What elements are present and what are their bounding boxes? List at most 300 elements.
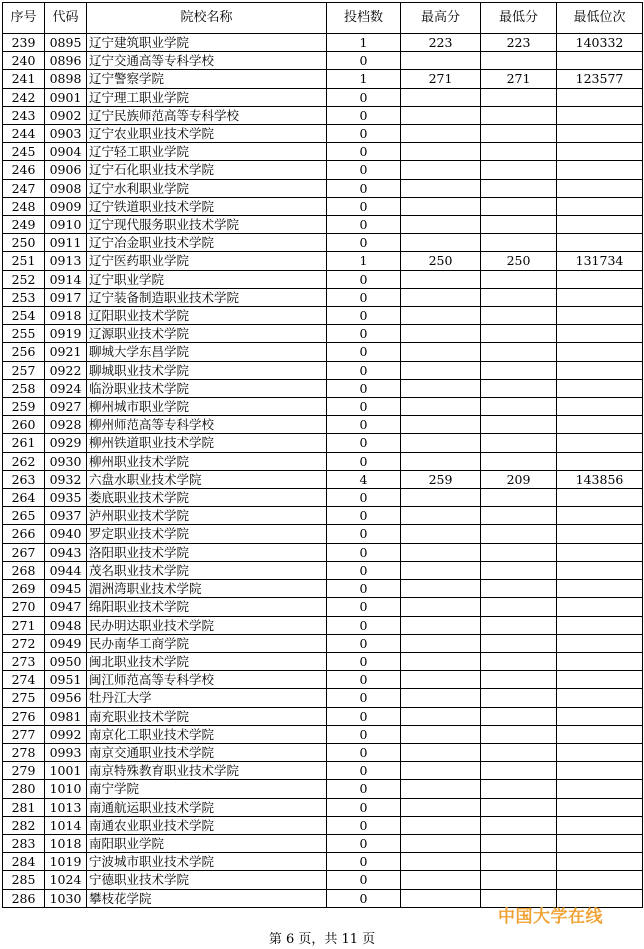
- cell-min-score: [481, 143, 557, 161]
- cell-max-score: [401, 671, 481, 689]
- cell-school-name: 辽宁职业学院: [87, 270, 327, 288]
- cell-admit-count: 0: [327, 798, 401, 816]
- header-admit-count: 投档数: [327, 3, 401, 34]
- cell-school-name: 洛阳职业技术学院: [87, 543, 327, 561]
- cell-max-score: [401, 197, 481, 215]
- table-row: [3, 489, 643, 507]
- cell-min-score: [481, 634, 557, 652]
- cell-min-rank: [557, 816, 643, 834]
- cell-index: 278: [3, 743, 45, 761]
- cell-admit-count: 0: [327, 361, 401, 379]
- cell-max-score: [401, 161, 481, 179]
- cell-school-name: 柳州师范高等专科学校: [87, 416, 327, 434]
- cell-max-score: [401, 689, 481, 707]
- cell-min-score: [481, 598, 557, 616]
- cell-school-name: 聊城职业技术学院: [87, 361, 327, 379]
- cell-school-name: 南京化工职业技术学院: [87, 725, 327, 743]
- table-row: [3, 652, 643, 670]
- cell-index: 261: [3, 434, 45, 452]
- cell-min-score: [481, 197, 557, 215]
- cell-school-name: 湄洲湾职业技术学院: [87, 580, 327, 598]
- cell-school-name: 泸州职业技术学院: [87, 507, 327, 525]
- cell-min-rank: [557, 580, 643, 598]
- cell-index: 250: [3, 234, 45, 252]
- cell-max-score: 271: [401, 70, 481, 88]
- cell-index: 253: [3, 288, 45, 306]
- cell-admit-count: 0: [327, 762, 401, 780]
- cell-min-rank: [557, 270, 643, 288]
- table-row: [3, 270, 643, 288]
- cell-index: 270: [3, 598, 45, 616]
- cell-code: 0917: [45, 288, 87, 306]
- cell-admit-count: 0: [327, 52, 401, 70]
- table-row: [3, 853, 643, 871]
- cell-min-score: [481, 234, 557, 252]
- cell-max-score: [401, 125, 481, 143]
- cell-code: 0904: [45, 143, 87, 161]
- table-row: [3, 234, 643, 252]
- cell-school-name: 辽宁交通高等专科学校: [87, 52, 327, 70]
- cell-max-score: [401, 416, 481, 434]
- cell-min-rank: [557, 616, 643, 634]
- cell-school-name: 辽宁建筑职业学院: [87, 34, 327, 52]
- cell-min-score: [481, 525, 557, 543]
- cell-school-name: 临汾职业技术学院: [87, 379, 327, 397]
- cell-min-score: [481, 762, 557, 780]
- cell-code: 0947: [45, 598, 87, 616]
- cell-min-rank: [557, 398, 643, 416]
- cell-max-score: [401, 270, 481, 288]
- cell-index: 272: [3, 634, 45, 652]
- cell-admit-count: 0: [327, 88, 401, 106]
- cell-code: 0914: [45, 270, 87, 288]
- cell-min-score: [481, 725, 557, 743]
- cell-school-name: 辽宁现代服务职业技术学院: [87, 216, 327, 234]
- cell-max-score: [401, 452, 481, 470]
- cell-school-name: 南阳职业学院: [87, 834, 327, 852]
- cell-code: 0906: [45, 161, 87, 179]
- cell-min-score: [481, 307, 557, 325]
- cell-max-score: [401, 543, 481, 561]
- cell-code: 1024: [45, 871, 87, 889]
- header-max-score: 最高分: [401, 3, 481, 34]
- cell-index: 241: [3, 70, 45, 88]
- cell-code: 0903: [45, 125, 87, 143]
- cell-code: 0945: [45, 580, 87, 598]
- cell-admit-count: 1: [327, 252, 401, 270]
- cell-max-score: [401, 853, 481, 871]
- cell-index: 273: [3, 652, 45, 670]
- cell-code: 0937: [45, 507, 87, 525]
- cell-index: 271: [3, 616, 45, 634]
- cell-school-name: 宁波城市职业技术学院: [87, 853, 327, 871]
- cell-min-rank: [557, 88, 643, 106]
- cell-school-name: 六盘水职业技术学院: [87, 470, 327, 488]
- table-body: [3, 34, 643, 908]
- cell-admit-count: 0: [327, 652, 401, 670]
- table-row: [3, 762, 643, 780]
- cell-min-score: [481, 398, 557, 416]
- table-row: [3, 561, 643, 579]
- cell-max-score: 250: [401, 252, 481, 270]
- table-row: [3, 197, 643, 215]
- table-row: [3, 598, 643, 616]
- cell-index: 254: [3, 307, 45, 325]
- cell-min-rank: [557, 52, 643, 70]
- cell-index: 249: [3, 216, 45, 234]
- cell-school-name: 辽宁理工职业学院: [87, 88, 327, 106]
- cell-index: 267: [3, 543, 45, 561]
- cell-min-rank: [557, 143, 643, 161]
- cell-code: 0929: [45, 434, 87, 452]
- cell-max-score: [401, 798, 481, 816]
- cell-school-name: 柳州铁道职业技术学院: [87, 434, 327, 452]
- cell-school-name: 辽阳职业技术学院: [87, 307, 327, 325]
- cell-max-score: [401, 325, 481, 343]
- cell-min-score: [481, 270, 557, 288]
- table-row: [3, 434, 643, 452]
- cell-admit-count: 0: [327, 125, 401, 143]
- cell-code: 0911: [45, 234, 87, 252]
- cell-min-score: 250: [481, 252, 557, 270]
- cell-index: 260: [3, 416, 45, 434]
- table-row: [3, 307, 643, 325]
- cell-min-rank: [557, 525, 643, 543]
- cell-min-score: 223: [481, 34, 557, 52]
- cell-code: 0896: [45, 52, 87, 70]
- cell-code: 0950: [45, 652, 87, 670]
- table-row: [3, 834, 643, 852]
- cell-max-score: [401, 106, 481, 124]
- cell-min-rank: [557, 434, 643, 452]
- cell-code: 1030: [45, 889, 87, 907]
- cell-index: 274: [3, 671, 45, 689]
- cell-min-score: 271: [481, 70, 557, 88]
- cell-max-score: 259: [401, 470, 481, 488]
- cell-min-rank: [557, 489, 643, 507]
- cell-school-name: 聊城大学东昌学院: [87, 343, 327, 361]
- table-row: [3, 707, 643, 725]
- cell-min-rank: [557, 325, 643, 343]
- cell-min-rank: [557, 762, 643, 780]
- cell-school-name: 辽宁冶金职业技术学院: [87, 234, 327, 252]
- cell-code: 0981: [45, 707, 87, 725]
- table-row: [3, 543, 643, 561]
- cell-code: 0909: [45, 197, 87, 215]
- cell-admit-count: 0: [327, 580, 401, 598]
- cell-school-name: 茂名职业技术学院: [87, 561, 327, 579]
- cell-max-score: [401, 307, 481, 325]
- cell-min-rank: 143856: [557, 470, 643, 488]
- cell-max-score: 223: [401, 34, 481, 52]
- cell-max-score: [401, 580, 481, 598]
- cell-min-score: [481, 179, 557, 197]
- cell-min-score: [481, 325, 557, 343]
- cell-admit-count: 0: [327, 707, 401, 725]
- cell-min-score: [481, 161, 557, 179]
- table-row: [3, 361, 643, 379]
- cell-min-score: [481, 707, 557, 725]
- cell-code: 0921: [45, 343, 87, 361]
- cell-index: 247: [3, 179, 45, 197]
- cell-min-rank: [557, 543, 643, 561]
- cell-index: 257: [3, 361, 45, 379]
- cell-min-rank: [557, 343, 643, 361]
- cell-min-rank: 131734: [557, 252, 643, 270]
- cell-admit-count: 0: [327, 853, 401, 871]
- cell-max-score: [401, 361, 481, 379]
- table-row: [3, 725, 643, 743]
- cell-code: 0910: [45, 216, 87, 234]
- cell-admit-count: 0: [327, 816, 401, 834]
- cell-min-rank: [557, 216, 643, 234]
- cell-school-name: 辽宁水利职业学院: [87, 179, 327, 197]
- table-row: [3, 470, 643, 488]
- cell-admit-count: 0: [327, 561, 401, 579]
- cell-index: 277: [3, 725, 45, 743]
- cell-max-score: [401, 598, 481, 616]
- cell-school-name: 辽宁铁道职业技术学院: [87, 197, 327, 215]
- cell-index: 263: [3, 470, 45, 488]
- cell-min-score: [481, 452, 557, 470]
- cell-admit-count: 0: [327, 834, 401, 852]
- cell-min-rank: [557, 361, 643, 379]
- cell-admit-count: 0: [327, 671, 401, 689]
- page-footer: 第 6 页，共 11 页: [268, 932, 376, 947]
- cell-index: 258: [3, 379, 45, 397]
- table-row: [3, 780, 643, 798]
- cell-index: 265: [3, 507, 45, 525]
- cell-min-rank: [557, 871, 643, 889]
- cell-max-score: [401, 489, 481, 507]
- cell-max-score: [401, 616, 481, 634]
- cell-max-score: [401, 743, 481, 761]
- cell-min-score: [481, 834, 557, 852]
- cell-code: 0932: [45, 470, 87, 488]
- cell-school-name: 南宁学院: [87, 780, 327, 798]
- table-row: [3, 871, 643, 889]
- cell-index: 268: [3, 561, 45, 579]
- table-row: [3, 416, 643, 434]
- cell-school-name: 南充职业技术学院: [87, 707, 327, 725]
- table-row: [3, 525, 643, 543]
- cell-admit-count: 0: [327, 161, 401, 179]
- table-row: [3, 816, 643, 834]
- cell-index: 256: [3, 343, 45, 361]
- cell-code: 1010: [45, 780, 87, 798]
- cell-index: 266: [3, 525, 45, 543]
- cell-index: 251: [3, 252, 45, 270]
- cell-max-score: [401, 179, 481, 197]
- table-row: [3, 616, 643, 634]
- cell-code: 0902: [45, 106, 87, 124]
- cell-min-rank: [557, 161, 643, 179]
- cell-school-name: 辽宁医药职业学院: [87, 252, 327, 270]
- table-row: [3, 634, 643, 652]
- table-row: [3, 452, 643, 470]
- cell-school-name: 绵阳职业技术学院: [87, 598, 327, 616]
- cell-index: 262: [3, 452, 45, 470]
- cell-index: 284: [3, 853, 45, 871]
- cell-admit-count: 0: [327, 616, 401, 634]
- cell-index: 242: [3, 88, 45, 106]
- table-row: [3, 507, 643, 525]
- cell-admit-count: 0: [327, 270, 401, 288]
- cell-school-name: 南京交通职业技术学院: [87, 743, 327, 761]
- cell-admit-count: 0: [327, 889, 401, 907]
- cell-max-score: [401, 216, 481, 234]
- cell-admit-count: 0: [327, 743, 401, 761]
- cell-min-score: [481, 780, 557, 798]
- cell-max-score: [401, 507, 481, 525]
- cell-min-score: 209: [481, 470, 557, 488]
- cell-min-score: [481, 106, 557, 124]
- cell-min-score: [481, 379, 557, 397]
- cell-min-rank: [557, 743, 643, 761]
- cell-admit-count: 0: [327, 725, 401, 743]
- cell-code: 0949: [45, 634, 87, 652]
- cell-code: 0924: [45, 379, 87, 397]
- cell-admit-count: 0: [327, 216, 401, 234]
- table-row: [3, 216, 643, 234]
- cell-code: 0919: [45, 325, 87, 343]
- cell-min-rank: [557, 707, 643, 725]
- cell-admit-count: 0: [327, 598, 401, 616]
- cell-index: 240: [3, 52, 45, 70]
- cell-min-score: [481, 52, 557, 70]
- cell-index: 243: [3, 106, 45, 124]
- watermark-logo: 中国大学在线: [498, 907, 603, 927]
- table-row: [3, 34, 643, 52]
- table-row: [3, 288, 643, 306]
- cell-code: 1018: [45, 834, 87, 852]
- admission-table: [2, 2, 643, 908]
- cell-index: 280: [3, 780, 45, 798]
- cell-index: 239: [3, 34, 45, 52]
- cell-index: 252: [3, 270, 45, 288]
- cell-min-score: [481, 689, 557, 707]
- cell-min-score: [481, 816, 557, 834]
- cell-school-name: 罗定职业技术学院: [87, 525, 327, 543]
- cell-min-rank: [557, 652, 643, 670]
- cell-index: 276: [3, 707, 45, 725]
- cell-school-name: 攀枝花学院: [87, 889, 327, 907]
- cell-code: 0895: [45, 34, 87, 52]
- cell-max-score: [401, 780, 481, 798]
- cell-max-score: [401, 634, 481, 652]
- cell-index: 248: [3, 197, 45, 215]
- table-row: [3, 52, 643, 70]
- cell-code: 1001: [45, 762, 87, 780]
- cell-min-rank: [557, 725, 643, 743]
- cell-admit-count: 0: [327, 871, 401, 889]
- cell-admit-count: 0: [327, 507, 401, 525]
- cell-index: 245: [3, 143, 45, 161]
- cell-code: 0944: [45, 561, 87, 579]
- cell-min-score: [481, 343, 557, 361]
- cell-min-score: [481, 543, 557, 561]
- cell-school-name: 民办明达职业技术学院: [87, 616, 327, 634]
- cell-admit-count: 0: [327, 143, 401, 161]
- cell-min-rank: [557, 853, 643, 871]
- cell-admit-count: 0: [327, 780, 401, 798]
- cell-max-score: [401, 525, 481, 543]
- table-row: [3, 798, 643, 816]
- cell-school-name: 辽宁装备制造职业技术学院: [87, 288, 327, 306]
- cell-admit-count: 0: [327, 307, 401, 325]
- cell-admit-count: 0: [327, 325, 401, 343]
- cell-min-score: [481, 216, 557, 234]
- table-row: [3, 325, 643, 343]
- cell-min-rank: [557, 507, 643, 525]
- cell-min-score: [481, 616, 557, 634]
- cell-max-score: [401, 816, 481, 834]
- cell-min-rank: [557, 598, 643, 616]
- cell-code: 0940: [45, 525, 87, 543]
- table-row: [3, 671, 643, 689]
- cell-admit-count: 4: [327, 470, 401, 488]
- cell-school-name: 辽宁农业职业技术学院: [87, 125, 327, 143]
- header-index: 序号: [3, 3, 45, 34]
- cell-code: 0922: [45, 361, 87, 379]
- cell-min-score: [481, 88, 557, 106]
- cell-school-name: 辽宁轻工职业学院: [87, 143, 327, 161]
- cell-max-score: [401, 834, 481, 852]
- cell-code: 0927: [45, 398, 87, 416]
- cell-max-score: [401, 707, 481, 725]
- cell-min-score: [481, 671, 557, 689]
- table-row: [3, 70, 643, 88]
- cell-max-score: [401, 52, 481, 70]
- cell-min-score: [481, 561, 557, 579]
- cell-code: 0992: [45, 725, 87, 743]
- cell-admit-count: 0: [327, 416, 401, 434]
- header-code: 代码: [45, 3, 87, 34]
- cell-code: 0993: [45, 743, 87, 761]
- header-min-score: 最低分: [481, 3, 557, 34]
- table-row: [3, 106, 643, 124]
- cell-min-rank: [557, 798, 643, 816]
- cell-school-name: 闽江师范高等专科学校: [87, 671, 327, 689]
- cell-code: 1013: [45, 798, 87, 816]
- cell-admit-count: 0: [327, 543, 401, 561]
- table-row: [3, 143, 643, 161]
- cell-max-score: [401, 88, 481, 106]
- cell-min-score: [481, 580, 557, 598]
- cell-index: 282: [3, 816, 45, 834]
- cell-min-score: [481, 507, 557, 525]
- cell-school-name: 辽宁石化职业技术学院: [87, 161, 327, 179]
- cell-min-rank: [557, 780, 643, 798]
- cell-min-rank: [557, 671, 643, 689]
- cell-school-name: 南京特殊教育职业技术学院: [87, 762, 327, 780]
- cell-min-rank: [557, 197, 643, 215]
- cell-admit-count: 0: [327, 434, 401, 452]
- cell-code: 0943: [45, 543, 87, 561]
- cell-code: 1019: [45, 853, 87, 871]
- cell-max-score: [401, 434, 481, 452]
- cell-max-score: [401, 762, 481, 780]
- cell-admit-count: 0: [327, 398, 401, 416]
- cell-index: 269: [3, 580, 45, 598]
- cell-code: 0948: [45, 616, 87, 634]
- cell-index: 246: [3, 161, 45, 179]
- cell-admit-count: 0: [327, 288, 401, 306]
- table-row: [3, 580, 643, 598]
- cell-code: 0913: [45, 252, 87, 270]
- cell-max-score: [401, 398, 481, 416]
- cell-index: 283: [3, 834, 45, 852]
